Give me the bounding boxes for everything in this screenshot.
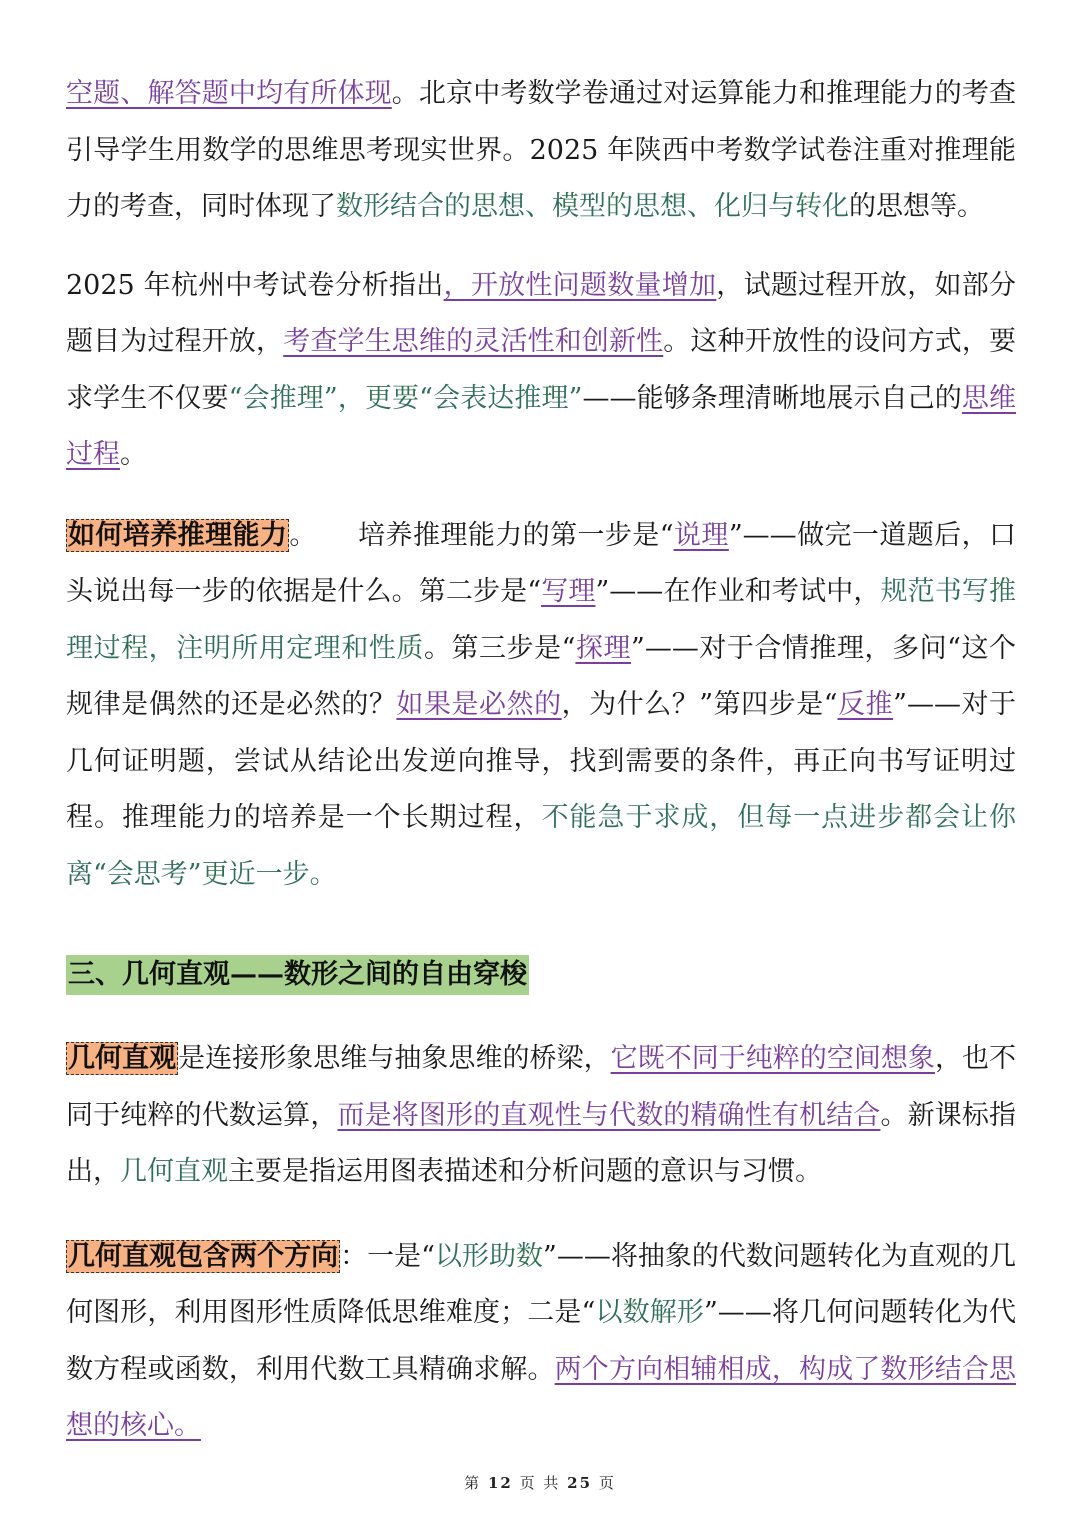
- body-text: ”——将抽象的代数问题转化为直观的几何图形，利用图形性质降低思维难度；二是“: [66, 1240, 1017, 1328]
- page-number: 12: [487, 1474, 513, 1492]
- section-heading: 三、几何直观——数形之间的自由穿梭: [66, 955, 529, 995]
- paragraph-exam-analysis: [66, 66, 1016, 236]
- green-phrase: 以形助数: [434, 1240, 544, 1272]
- body-text: ”——对于几何证明题，尝试从结论出发逆向推导，找到需要的条件，再正向书写证明过程。推理能力的培养是一个长期过程，: [66, 689, 1017, 833]
- body-text: ”——做完一道题后，口头说出每一步的依据是什么。第二步是“: [66, 519, 1017, 607]
- green-phrase: 规范书写推理过程，注明所用定理和性质: [66, 576, 1016, 664]
- underlined-phrase: 写理: [541, 576, 596, 607]
- underlined-phrase: 考查学生思维的灵活性和创新性: [283, 326, 664, 357]
- body-text: 的思想等。: [849, 191, 984, 222]
- body-text: ，试题过程开放，如部分题目为过程开放，: [66, 269, 1017, 357]
- body-text: 。第三步是“: [423, 632, 576, 664]
- body-text: ”——对于合情推理，多问“这个规律是偶然的还是必然的？: [66, 632, 1017, 720]
- body-text: ”——将几何问题转化为代数方程或函数，利用代数工具精确求解。: [66, 1297, 1016, 1385]
- highlighted-label: 几何直观: [68, 1043, 177, 1074]
- footer-prefix: 第: [464, 1474, 482, 1492]
- underlined-phrase: 而是将图形的直观性与代数的精确性有机结合: [337, 1099, 881, 1131]
- footer-suffix: 页: [598, 1474, 616, 1492]
- body-text: 主要是指运用图表描述和分析问题的意识与习惯。: [228, 1156, 822, 1187]
- body-text: ，也不同于纯粹的代数运算，: [66, 1043, 1017, 1131]
- highlighted-label: 如何培养推理能力: [68, 519, 288, 551]
- paragraph-geometric-intuition: [66, 1031, 1016, 1201]
- total-pages: 25: [567, 1474, 593, 1492]
- paragraph-hangzhou: [66, 258, 1016, 484]
- green-phrase: “会推理”，更要“会表达推理”: [228, 382, 583, 414]
- paragraph-two-directions: [66, 1229, 1016, 1455]
- underlined-phrase: 两个方向相辅相成，构成了数形结合思想的核心。: [66, 1353, 1017, 1441]
- body-text: ：一是“: [340, 1240, 435, 1272]
- body-text: 。北京中考数学卷通过对运算能力和推理能力的考查引导学生用数学的思维思考现实世界。2025 年陕西中考数学试卷注重对推理能力的考查，同时体现了: [66, 78, 1016, 222]
- section-heading-wrapper: [66, 955, 1016, 995]
- underlined-phrase: 它既不同于纯粹的空间想象: [610, 1043, 935, 1074]
- body-text: ，为什么？”第四步是“: [561, 689, 838, 720]
- body-text: ”——在作业和考试中，: [595, 576, 881, 607]
- green-phrase: 以数解形: [595, 1297, 704, 1328]
- underlined-phrase: 探理: [575, 632, 632, 664]
- underlined-phrase: 如果是必然的: [396, 689, 562, 720]
- page-footer: [0, 1472, 1080, 1493]
- underlined-phrase: 空题、解答题中均有所体现: [66, 78, 392, 109]
- body-text: 。: [120, 439, 147, 470]
- underlined-phrase: ，开放性问题数量增加: [443, 269, 717, 301]
- body-text: 。这种开放性的设问方式，要求学生不仅要: [66, 326, 1017, 414]
- body-text: 。新课标指出，: [66, 1099, 1017, 1187]
- document-page: [66, 66, 1016, 1455]
- green-phrase: 不能急于求成，但每一点进步都会让你离“会思考”更近一步。: [66, 802, 1016, 890]
- green-phrase: 几何直观: [120, 1156, 228, 1187]
- body-text: 是连接形象思维与抽象思维的桥梁，: [178, 1043, 611, 1074]
- paragraph-reasoning-training: [66, 508, 1016, 904]
- underlined-phrase: 反推: [837, 689, 894, 720]
- body-text: 。 培养推理能力的第一步是“: [289, 519, 674, 551]
- green-phrase: 数形结合的思想、模型的思想、化归与转化: [336, 191, 849, 222]
- body-text: 2025 年杭州中考试卷分析指出: [66, 269, 444, 301]
- body-text: ——能够条理清晰地展示自己的: [582, 382, 962, 414]
- footer-middle: 页 共: [519, 1474, 561, 1492]
- underlined-phrase: 说理: [673, 519, 729, 551]
- highlighted-label: 几何直观包含两个方向: [68, 1240, 339, 1272]
- underlined-phrase: 思维过程: [66, 382, 1017, 470]
